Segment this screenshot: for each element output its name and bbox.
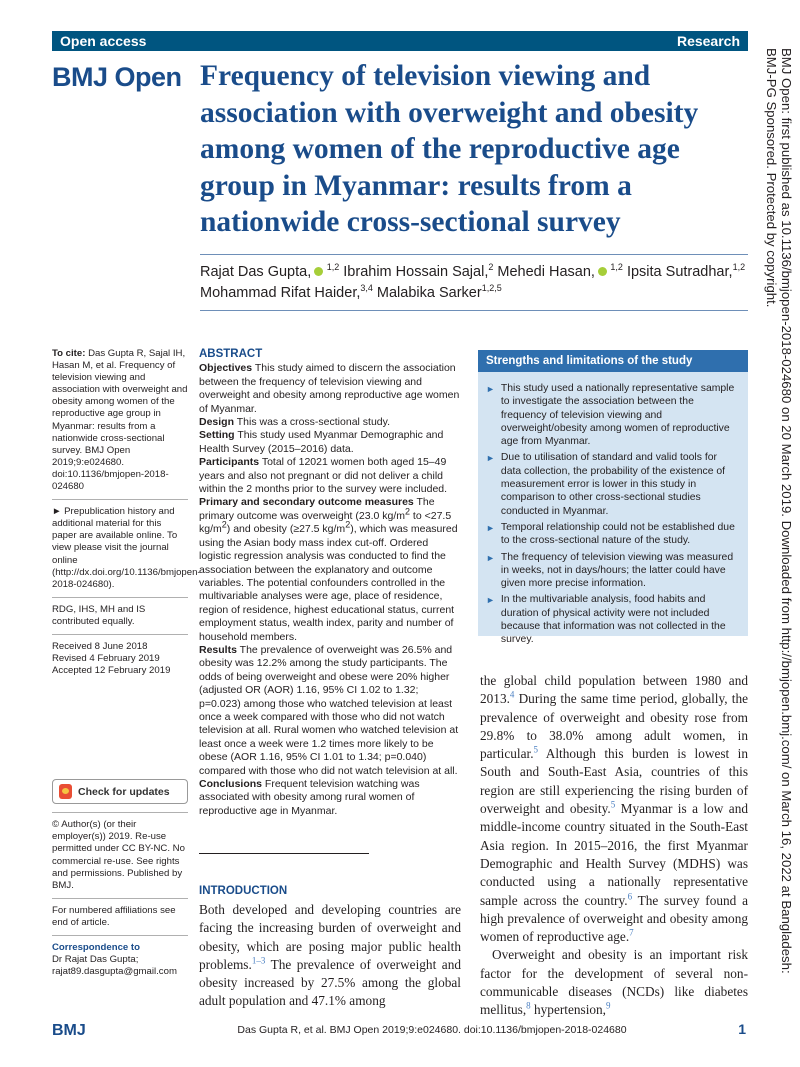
abstract-design: Design This was a cross-sectional study. [199,416,391,429]
author-name[interactable]: Mehedi Hasan, [493,264,595,280]
reference-link[interactable]: 1–3 [251,955,266,966]
list-item: ► The frequency of television viewing was measured in weeks, not in days/hours; the latter could have given more precise information. [486,551,734,590]
strengths-limitations-box [478,350,748,646]
check-for-updates-button[interactable]: Check for updates [52,779,188,804]
author-name[interactable]: Mohammad Rifat Haider, [200,285,361,301]
abstract-outcomes: Primary and secondary outcome measures The primary outcome was overweight (23.0 $kg/m^2$ to <27.5 $kg/m^2$) and obesity (≥27.5 $kg/m^2$), which was measured using the Asian body mass index cut-off. Ordered logistic regression analysis was conducted to find the association between the explanatory and outcome variables. The potential confounders controlled in the multivariable analyses were age, place of residence, region of residence, highest educational status, current employment status, wealth index, parity and number of household members. [199,496,458,643]
abstract-end-rule [199,853,369,854]
abstract-participants: Participants Total of 12021 women both aged 15–49 years and also not pregnant or did not deliver a child within the 2 months prior to the survey were included. [199,456,448,496]
journal-logo: BMJ Open [52,62,182,92]
author-name[interactable]: Malabika Sarker [372,285,482,301]
introduction-heading: INTRODUCTION [199,885,288,897]
footer-citation: Das Gupta R, et al. BMJ Open 2019;9:e024680. doi:10.1136/bmjopen-2018-024680 [237,1024,627,1036]
author-list: Rajat Das Gupta, $^{1,2}$ Ibrahim Hossain Sajal,$^2$ Mehedi Hasan, $^{1,2}$ Ipsita Sutradhar,$^{1,2}$ Mohammad Rifat Haider,$^{3,4}$ Malabika Sarker$^{1,2,5}$ [200,262,746,301]
bullet-arrow-icon: ► [486,384,495,394]
bullet-arrow-icon: ► [486,552,495,563]
strengths-box-heading: Strengths and limitations of the study [478,350,748,372]
abstract-heading: ABSTRACT [199,348,263,360]
abstract-results: Results The prevalence of overweight was 26.5% and obesity was 12.2% among the study participants. The odds of being overweight and obese were 20% higher (adjusted OR (AOR) 1.16, 95% CI 1.02 to 1.32; p=0.023) among those who watched television at least once a week compared with those who did not watch television at all. Rural women who watched television at least once a week were 1.2 times more likely to be obese (AOR 1.16, 95% CI 1.01 to 1.34; p=0.040) compared with those who did not watch television at all. [199,643,459,777]
bmj-footer-logo: BMJ [52,1022,86,1039]
citation-block: To cite: Das Gupta R, Sajal IH, Hasan M, et al. Frequency of television viewing and association with overweight and obesity among women of the reproductive age group in Myanmar: results from a nationwide cross-sectional survey. BMJ Open 2019;9:e024680. doi:10.1136/bmjopen-2018-024680 [52,348,188,493]
abstract-setting: Setting This study used Myanmar Demographic and Health Survey (2015–2016) data. [199,429,444,455]
correspondence-name: Dr Rajat Das Gupta; [52,954,139,966]
author-name[interactable]: Ipsita Sutradhar, [622,264,733,280]
title-rule [200,254,748,255]
body-paragraph: the global child population between 1980 and 2013.$^4$ During the same time period, globally, the prevalence of overweight and obesity rose from 29.8% to 38.0% among adult women, in particular.$^5$ Although this burden is lowest in South and South-East Asia, countries of this region are still experiencing the rising burden of overweight and obesity.$^5$ Myanmar is a low and middle-income country situated in the South-East Asia region. In 2015–2016, the first Myanmar Demographic and Health Survey (MDHS) was conducted using a nationally representative sample across the country.$^6$ The survey found a high prevalence of overweight and obesity among women of reproductive age.$^7$ [480,673,748,945]
equal-contribution-note: RDG, IHS, MH and IS contributed equally. [52,603,146,627]
list-item: ► Temporal relationship could not be established due to the cross-sectional nature of the study. [486,521,735,547]
reference-link[interactable]: 7 [629,927,634,938]
reference-link[interactable]: 5 [610,799,616,810]
introduction-text: Both developed and developing countries are facing the increasing burden of overweight and obesity, which are posing major public health problems.$^{1-3}$ The prevalence of overweight and obesity increased by 27.5% among the global adult population and 47.1% among [199,902,461,1009]
bullet-arrow-icon: ► [486,595,495,606]
top-banner [52,31,748,51]
section-label: Research [676,33,740,49]
orcid-icon[interactable] [598,267,607,276]
revised-date: Revised 4 February 2019 [52,653,160,665]
list-item: ► Due to utilisation of standard and valid tools for data collection, the probability of the existence of measurement error is lower in this study in comparison to other cross-sectional studies conducted in Myanmar. [486,452,726,517]
reference-link[interactable]: 8 [526,1000,531,1011]
page-number: 1 [738,1021,746,1037]
strengths-list [478,372,748,647]
article-sidebar [52,348,201,978]
reference-link[interactable]: 9 [606,1000,611,1011]
abstract [199,348,461,818]
author-name[interactable]: Rajat Das Gupta, [200,264,312,280]
orcid-icon[interactable] [314,267,323,276]
article-title: Frequency of television viewing and association with overweight and obesity among women of the reproductive age group in Myanmar: results from a nationwide cross-sectional survey [200,60,699,238]
author-name[interactable]: Ibrahim Hossain Sajal, [339,264,489,280]
received-date: Received 8 June 2018 [52,640,148,652]
bullet-arrow-icon: ► [486,522,495,533]
reference-link[interactable]: 5 [533,744,539,755]
list-item: ► This study used a nationally representative sample to investigate the association between the frequency of television viewing and overweight/obesity among women of reproductive age from Myanmar. [486,383,735,448]
download-side-note: BMJ Open: first published as 10.1136/bmjopen-2018-024680 on 20 March 2019. Downloaded from http://bmjopen.bmj.com/ on March 16, 2022 at Bangladesh: BMJ-PG Sponsored. Protected by copyright. [764,48,794,974]
right-column-text [480,672,748,1020]
correspondence-email[interactable]: rajat89.dasgupta@gmail.com [52,966,177,978]
copyright-note: © Author(s) (or their employer(s)) 2019. Re-use permitted under CC BY-NC. No commercial re-use. See rights and permissions. Published by BMJ. [52,819,185,891]
correspondence-label: Correspondence to [52,942,140,953]
reference-link[interactable]: 4 [509,689,515,700]
open-access-label: Open access [60,33,147,49]
reference-link[interactable]: 6 [627,891,633,902]
bullet-arrow-icon: ► [486,453,495,464]
list-item: ► In the multivariable analysis, food habits and duration of physical activity were not included because that information was not collected in the survey. [486,594,726,646]
accepted-date: Accepted 12 February 2019 [52,665,171,677]
affiliations-note: For numbered affiliations see end of article. [52,904,176,928]
abstract-objectives: Objectives This study aimed to discern the association between the frequency of television viewing and overweight and obesity among reproductive age women of Myanmar. [199,362,460,415]
crossmark-icon [59,784,72,799]
body-paragraph: Overweight and obesity is an important risk factor for the development of several non-communicable diseases (NCDs) like diabetes mellitus,$^8$ hypertension,$^9$ [480,947,748,1018]
abstract-conclusions: Conclusions Frequent television watching was associated with obesity among rural women of reproductive age in Myanmar. [199,778,420,817]
page-footer [52,1020,748,1044]
authors-rule [200,310,748,311]
prepublication-note[interactable]: ► Prepublication history and additional material for this paper are available online. To view please visit the journal online (http://dx.doi.org/10.1136/bmjopen-2018-024680). [52,506,201,590]
